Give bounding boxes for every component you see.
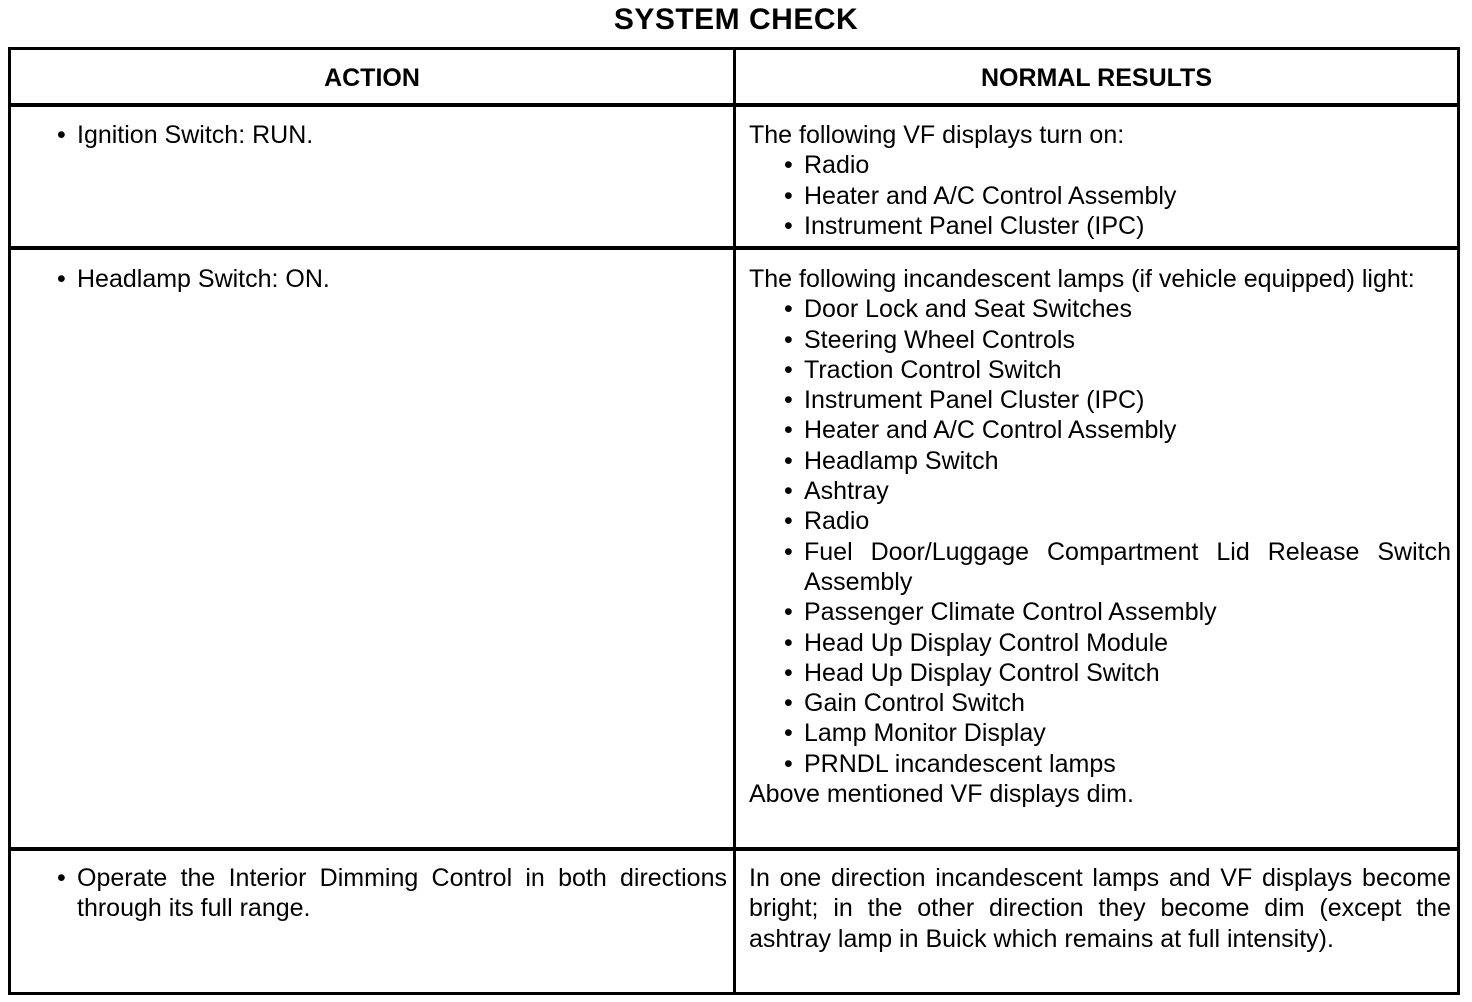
- table-row-1-action: [57, 120, 727, 150]
- result-intro: The following VF displays turn on:: [749, 121, 1125, 149]
- result-list: [749, 294, 1451, 779]
- bullet-icon: •: [784, 151, 793, 180]
- action-text: Operate the Interior Dimming Control in both directions through its full range.: [77, 864, 727, 923]
- bullet-icon: •: [784, 537, 793, 566]
- list-item: • Traction Control Switch: [784, 355, 1062, 384]
- result-outro: Above mentioned VF displays dim.: [749, 780, 1134, 809]
- list-item: • Steering Wheel Controls: [784, 325, 1075, 354]
- action-step: [57, 264, 727, 294]
- list-item: • Head Up Display Control Module: [784, 628, 1169, 657]
- list-item: • Instrument Panel Cluster (IPC): [784, 386, 1145, 415]
- list-item: • Passenger Climate Control Assembly: [784, 598, 1217, 627]
- list-item: • Gain Control Switch: [784, 689, 1025, 718]
- bullet-icon: •: [57, 265, 66, 293]
- list-item: • Heater and A/C Control Assembly: [784, 181, 1177, 210]
- list-item: • Head Up Display Control Switch: [784, 658, 1160, 687]
- table-row-3-results: [749, 863, 1451, 954]
- list-item: • PRNDL incandescent lamps: [784, 749, 1116, 778]
- list-item: • Radio: [784, 507, 870, 536]
- bullet-icon: •: [784, 386, 793, 415]
- row-divider: [11, 847, 1457, 851]
- list-item: • Door Lock and Seat Switches: [784, 295, 1132, 324]
- action-step: [57, 120, 727, 150]
- list-item: • Lamp Monitor Display: [784, 719, 1046, 748]
- page-title: SYSTEM CHECK: [613, 3, 859, 36]
- table-row-2-action: [57, 264, 727, 294]
- list-item: • Heater and A/C Control Assembly: [784, 416, 1177, 445]
- result-intro: In one direction incandescent lamps and VF displays become bright; in the other direction they become dim (except the ashtray lamp in Buick which remains at full intensity).: [749, 864, 1451, 953]
- result-list: [749, 150, 1451, 241]
- list-item: • Fuel Door/Luggage Compartment Lid Release Switch Assembly: [784, 537, 1451, 596]
- bullet-icon: •: [784, 658, 793, 687]
- bullet-icon: •: [784, 416, 793, 445]
- bullet-icon: •: [784, 689, 793, 718]
- table-row-3-action: [57, 863, 727, 924]
- action-text: Ignition Switch: RUN.: [77, 121, 314, 149]
- bullet-icon: •: [784, 477, 793, 506]
- table-row-2-results: [749, 264, 1451, 809]
- bullet-icon: •: [784, 719, 793, 748]
- bullet-icon: •: [784, 507, 793, 536]
- bullet-icon: •: [784, 211, 793, 240]
- bullet-icon: •: [57, 121, 66, 149]
- list-item: • Instrument Panel Cluster (IPC): [784, 211, 1145, 240]
- action-step: [57, 863, 727, 924]
- list-item: • Ashtray: [784, 477, 889, 506]
- list-item: • Headlamp Switch: [784, 446, 999, 475]
- header-normal-results: NORMAL RESULTS: [980, 64, 1213, 92]
- action-text: Headlamp Switch: ON.: [77, 265, 330, 293]
- bullet-icon: •: [784, 446, 793, 475]
- result-intro: The following incandescent lamps (if vehicle equipped) light:: [749, 265, 1415, 293]
- bullet-icon: •: [784, 749, 793, 778]
- header-action: ACTION: [324, 64, 420, 92]
- bullet-icon: •: [784, 355, 793, 384]
- row-divider: [11, 246, 1457, 250]
- system-check-table: [8, 47, 1460, 995]
- table-row-1-results: [749, 120, 1451, 241]
- list-item: • Radio: [784, 151, 870, 180]
- bullet-icon: •: [784, 181, 793, 210]
- bullet-icon: •: [57, 864, 66, 892]
- bullet-icon: •: [784, 295, 793, 324]
- header-divider: [11, 103, 1457, 107]
- bullet-icon: •: [784, 325, 793, 354]
- bullet-icon: •: [784, 598, 793, 627]
- bullet-icon: •: [784, 628, 793, 657]
